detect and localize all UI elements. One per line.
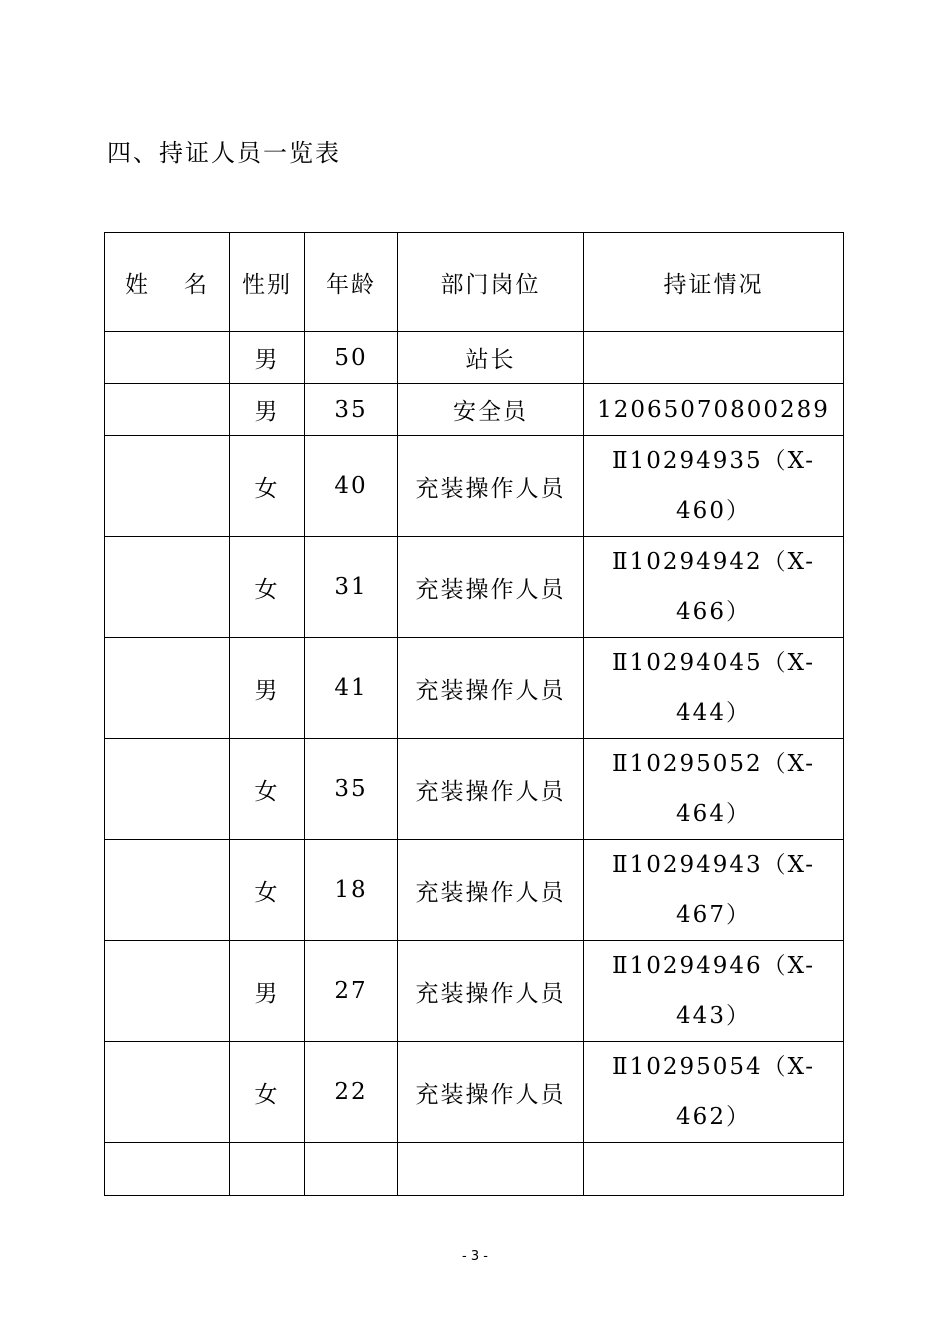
cell-gender: 女 — [230, 840, 305, 941]
cert-line-1: Ⅱ10294946（X- — [611, 953, 816, 979]
cell-name — [105, 537, 230, 638]
cert-line-2: 467） — [676, 902, 751, 928]
cert-line-2: 460） — [676, 498, 751, 524]
cert-line-1: Ⅱ10295054（X- — [611, 1054, 816, 1080]
cell-age: 35 — [305, 384, 398, 436]
cell-name — [105, 1042, 230, 1143]
cell-age: 18 — [305, 840, 398, 941]
cell-age: 50 — [305, 332, 398, 384]
cell-name — [105, 436, 230, 537]
page-number: - 3 - — [462, 1249, 488, 1264]
cell-gender — [230, 1143, 305, 1196]
cell-age: 40 — [305, 436, 398, 537]
cert-line-2: 444） — [676, 700, 751, 726]
cell-name — [105, 840, 230, 941]
table-row — [105, 739, 844, 840]
cell-post: 充装操作人员 — [398, 537, 584, 638]
header-name — [105, 233, 230, 332]
cell-gender: 女 — [230, 537, 305, 638]
cell-gender: 男 — [230, 332, 305, 384]
cell-gender: 女 — [230, 436, 305, 537]
table-row — [105, 840, 844, 941]
cell-post: 充装操作人员 — [398, 1042, 584, 1143]
cell-age: 35 — [305, 739, 398, 840]
table-row — [105, 436, 844, 537]
cell-gender: 男 — [230, 638, 305, 739]
cell-post: 安全员 — [398, 384, 584, 436]
cell-post: 充装操作人员 — [398, 638, 584, 739]
table-row — [105, 332, 844, 384]
cell-cert — [584, 1042, 844, 1143]
section-heading: 四、持证人员一览表 — [107, 139, 341, 167]
table-row — [105, 384, 844, 436]
cell-name — [105, 638, 230, 739]
cell-post: 充装操作人员 — [398, 436, 584, 537]
table-row — [105, 638, 844, 739]
cell-cert — [584, 537, 844, 638]
cert-line: 12065070800289 — [597, 396, 830, 423]
cell-age: 41 — [305, 638, 398, 739]
cell-post: 充装操作人员 — [398, 739, 584, 840]
cell-name — [105, 1143, 230, 1196]
empty-table-row — [105, 1143, 844, 1196]
cert-line-1: Ⅱ10295052（X- — [611, 751, 816, 777]
cell-age: 27 — [305, 941, 398, 1042]
cell-cert — [584, 941, 844, 1042]
cert-line-2: 462） — [676, 1104, 751, 1130]
cell-cert — [584, 1143, 844, 1196]
table-header-row — [105, 233, 844, 332]
cell-cert — [584, 840, 844, 941]
cert-line-1: Ⅱ10294045（X- — [611, 650, 816, 676]
cell-gender: 女 — [230, 1042, 305, 1143]
cell-gender: 女 — [230, 739, 305, 840]
header-name-right: 名 — [184, 271, 209, 298]
cell-post — [398, 1143, 584, 1196]
header-name-left: 姓 — [125, 271, 150, 298]
cell-gender: 男 — [230, 941, 305, 1042]
cert-line-1: Ⅱ10294942（X- — [611, 549, 816, 575]
cell-name — [105, 384, 230, 436]
cell-cert — [584, 638, 844, 739]
header-gender: 性别 — [230, 233, 305, 332]
cert-line-1: Ⅱ10294943（X- — [611, 852, 816, 878]
cell-post: 充装操作人员 — [398, 840, 584, 941]
cell-post: 充装操作人员 — [398, 941, 584, 1042]
cell-cert — [584, 436, 844, 537]
header-age: 年龄 — [305, 233, 398, 332]
cell-age: 22 — [305, 1042, 398, 1143]
cell-name — [105, 941, 230, 1042]
cert-line-2: 464） — [676, 801, 751, 827]
cell-cert — [584, 332, 844, 384]
table-row — [105, 537, 844, 638]
cert-line-2: 443） — [676, 1003, 751, 1029]
cell-name — [105, 739, 230, 840]
cert-line-2: 466） — [676, 599, 751, 625]
cell-age: 31 — [305, 537, 398, 638]
cell-gender: 男 — [230, 384, 305, 436]
cell-cert — [584, 384, 844, 436]
table-row — [105, 941, 844, 1042]
header-cert: 持证情况 — [584, 233, 844, 332]
cell-post: 站长 — [398, 332, 584, 384]
cell-cert — [584, 739, 844, 840]
table-row — [105, 1042, 844, 1143]
cell-age — [305, 1143, 398, 1196]
cell-name — [105, 332, 230, 384]
certified-personnel-table — [104, 232, 844, 1196]
header-post: 部门岗位 — [398, 233, 584, 332]
cert-line-1: Ⅱ10294935（X- — [611, 448, 816, 474]
